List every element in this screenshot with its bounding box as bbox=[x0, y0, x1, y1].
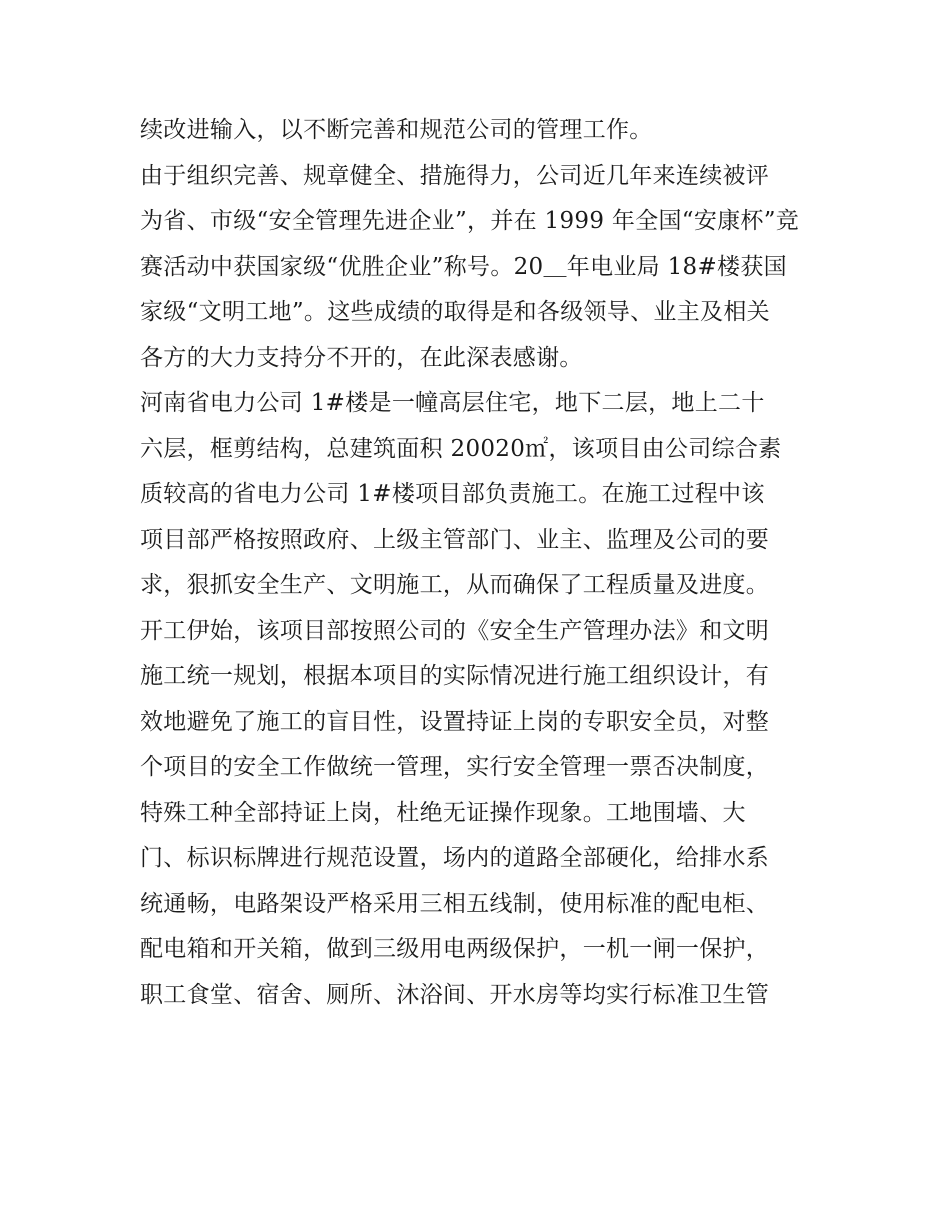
text-line: 为省、市级“安全管理先进企业”，并在 1999 年全国“安康杯”竞 bbox=[140, 208, 800, 234]
text-line: 六层，框剪结构，总建筑面积 20020㎡，该项目由公司综合素 bbox=[140, 435, 782, 462]
text-line: 个项目的安全工作做统一管理，实行安全管理一票否决制度， bbox=[140, 754, 770, 780]
text-line: 施工统一规划，根据本项目的实际情况进行施工组织设计，有 bbox=[140, 663, 770, 689]
text-line: 求，狠抓安全生产、文明施工，从而确保了工程质量及进度。 bbox=[140, 572, 770, 598]
text-line: 项目部严格按照政府、上级主管部门、业主、监理及公司的要 bbox=[140, 526, 770, 553]
text-line: 续改进输入，以不断完善和规范公司的管理工作。 bbox=[140, 117, 653, 143]
text-line: 家级“文明工地”。这些成绩的取得是和各级领导、业主及相关 bbox=[140, 299, 770, 325]
text-line: 统通畅，电路架设严格采用三相五线制，使用标准的配电柜、 bbox=[140, 890, 770, 917]
text-line: 赛活动中获国家级“优胜企业”称号。20＿年电业局 18#楼获国 bbox=[140, 253, 787, 280]
text-line: 门、标识标牌进行规范设置，场内的道路全部硬化，给排水系 bbox=[140, 845, 770, 871]
text-line: 各方的大力支持分不开的，在此深表感谢。 bbox=[140, 344, 583, 371]
text-line: 开工伊始，该项目部按照公司的《安全生产管理办法》和文明 bbox=[140, 617, 770, 644]
text-line: 河南省电力公司 1#楼是一幢高层住宅，地下二层，地上二十 bbox=[140, 390, 765, 416]
text-line: 配电箱和开关箱，做到三级用电两级保护，一机一闸一保护， bbox=[140, 936, 770, 962]
text-line: 职工食堂、宿舍、厕所、沐浴间、开水房等均实行标准卫生管 bbox=[140, 981, 770, 1008]
text-line: 质较高的省电力公司 1#楼项目部负责施工。在施工过程中该 bbox=[140, 481, 765, 507]
text-line: 特殊工种全部持证上岗，杜绝无证操作现象。工地围墙、大 bbox=[140, 799, 746, 826]
body-text bbox=[140, 108, 830, 1018]
text-line: 效地避免了施工的盲目性，设置持证上岗的专职安全员，对整 bbox=[140, 708, 770, 735]
text-line: 由于组织完善、规章健全、措施得力，公司近几年来连续被评 bbox=[140, 162, 770, 189]
